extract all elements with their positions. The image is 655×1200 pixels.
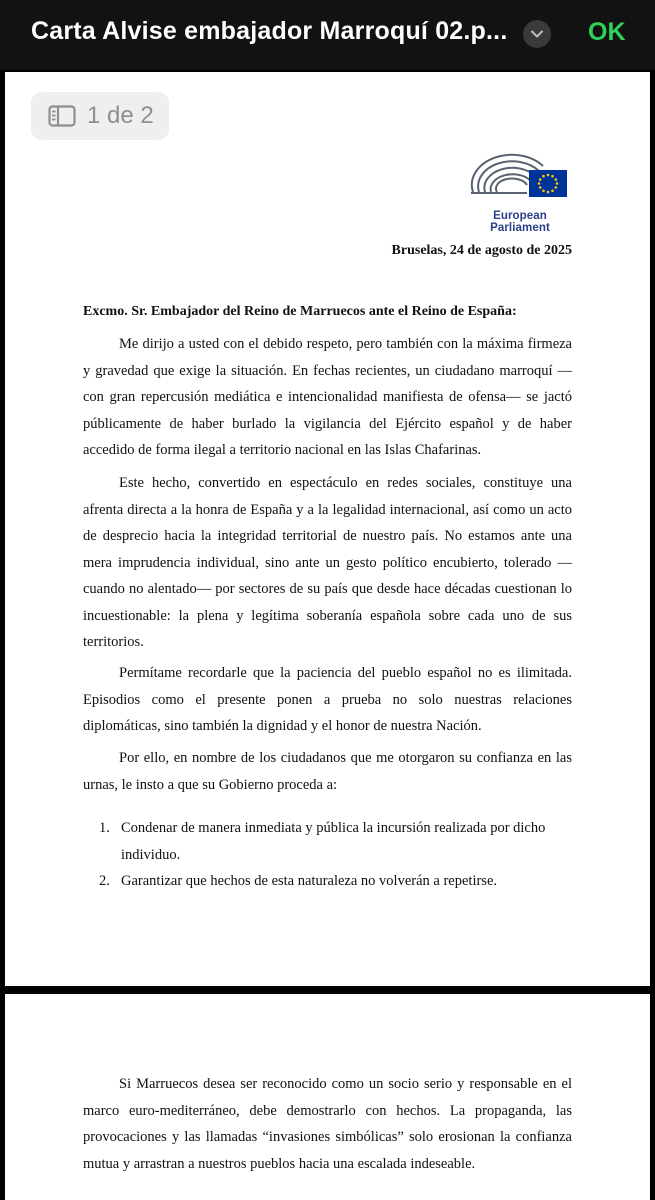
page-indicator-button[interactable] bbox=[31, 92, 169, 140]
list-item-text: Condenar de manera inmediata y pública la incursión realizada por dicho individuo. bbox=[121, 820, 546, 863]
european-parliament-logo bbox=[465, 152, 575, 234]
list-item-number: 2. bbox=[99, 873, 110, 889]
list-item bbox=[83, 815, 572, 868]
chevron-down-icon bbox=[531, 30, 543, 38]
paragraph: Si Marruecos desea ser reconocido como un socio serio y responsable en el marco euro-mediterráneo, debe demostrarlo con hechos. La propaganda, las provocaciones y las llamadas “invasiones simbólicas” solo erosionan la confianza mutua y arrastran a nuestros pueblos hacia una escalada indeseable. bbox=[83, 1076, 572, 1172]
letter-date: Bruselas, 24 de agosto de 2025 bbox=[391, 243, 572, 258]
title-menu-button[interactable] bbox=[523, 20, 551, 48]
paragraph: Permítame recordarle que la paciencia del pueblo español no es ilimitada. Episodios como el presente ponen a prueba no solo nuestras relaciones diplomáticas, sino también la dignidad y el honor de nuestra Nación. bbox=[83, 665, 572, 734]
done-button[interactable]: OK bbox=[588, 18, 626, 46]
paragraph: Por ello, en nombre de los ciudadanos que me otorgaron su confianza en las urnas, le insto a que su Gobierno proceda a: bbox=[83, 750, 572, 793]
document-page-1[interactable] bbox=[5, 72, 650, 986]
demands-list bbox=[83, 815, 572, 895]
list-item-number: 1. bbox=[99, 820, 110, 836]
sidebar-icon bbox=[48, 105, 76, 127]
page-indicator-label: 1 de 2 bbox=[87, 102, 154, 129]
organization-name: European Parliament bbox=[490, 210, 550, 234]
parliament-hemicycle-icon bbox=[465, 152, 575, 210]
paragraph: Me dirijo a usted con el debido respeto, pero también con la máxima firmeza y gravedad que exige la situación. En fechas recientes, un ciudadano marroquí —con gran repercusión mediática e intencionalidad manifiesta de ofensa— se jactó públicamente de haber burlado la vigilancia del Ejército español y de haber accedido de forma ilegal a territorio nacional en las Islas Chafarinas. bbox=[83, 336, 572, 458]
letter-salutation: Excmo. Sr. Embajador del Reino de Marruecos ante el Reino de España: bbox=[83, 304, 517, 319]
document-title[interactable]: Carta Alvise embajador Marroquí 02.p... bbox=[31, 17, 508, 45]
paragraph: Este hecho, convertido en espectáculo en redes sociales, constituye una afrenta directa a la honra de España y a la legalidad internacional, así como un acto de desprecio hacia la integridad territorial de nuestro país. No estamos ante una mera imprudencia individual, sino ante un gesto político encubierto, tolerado —cuando no alentado— por sectores de su país que desde hace décadas cuestionan lo incuestionable: la plena y legítima soberanía española sobre cada uno de sus territorios. bbox=[83, 475, 572, 650]
list-item-text: Garantizar que hechos de esta naturaleza no volverán a repetirse. bbox=[121, 873, 498, 889]
list-item bbox=[83, 868, 572, 895]
document-page-2[interactable] bbox=[5, 994, 650, 1200]
top-bar bbox=[0, 0, 655, 70]
